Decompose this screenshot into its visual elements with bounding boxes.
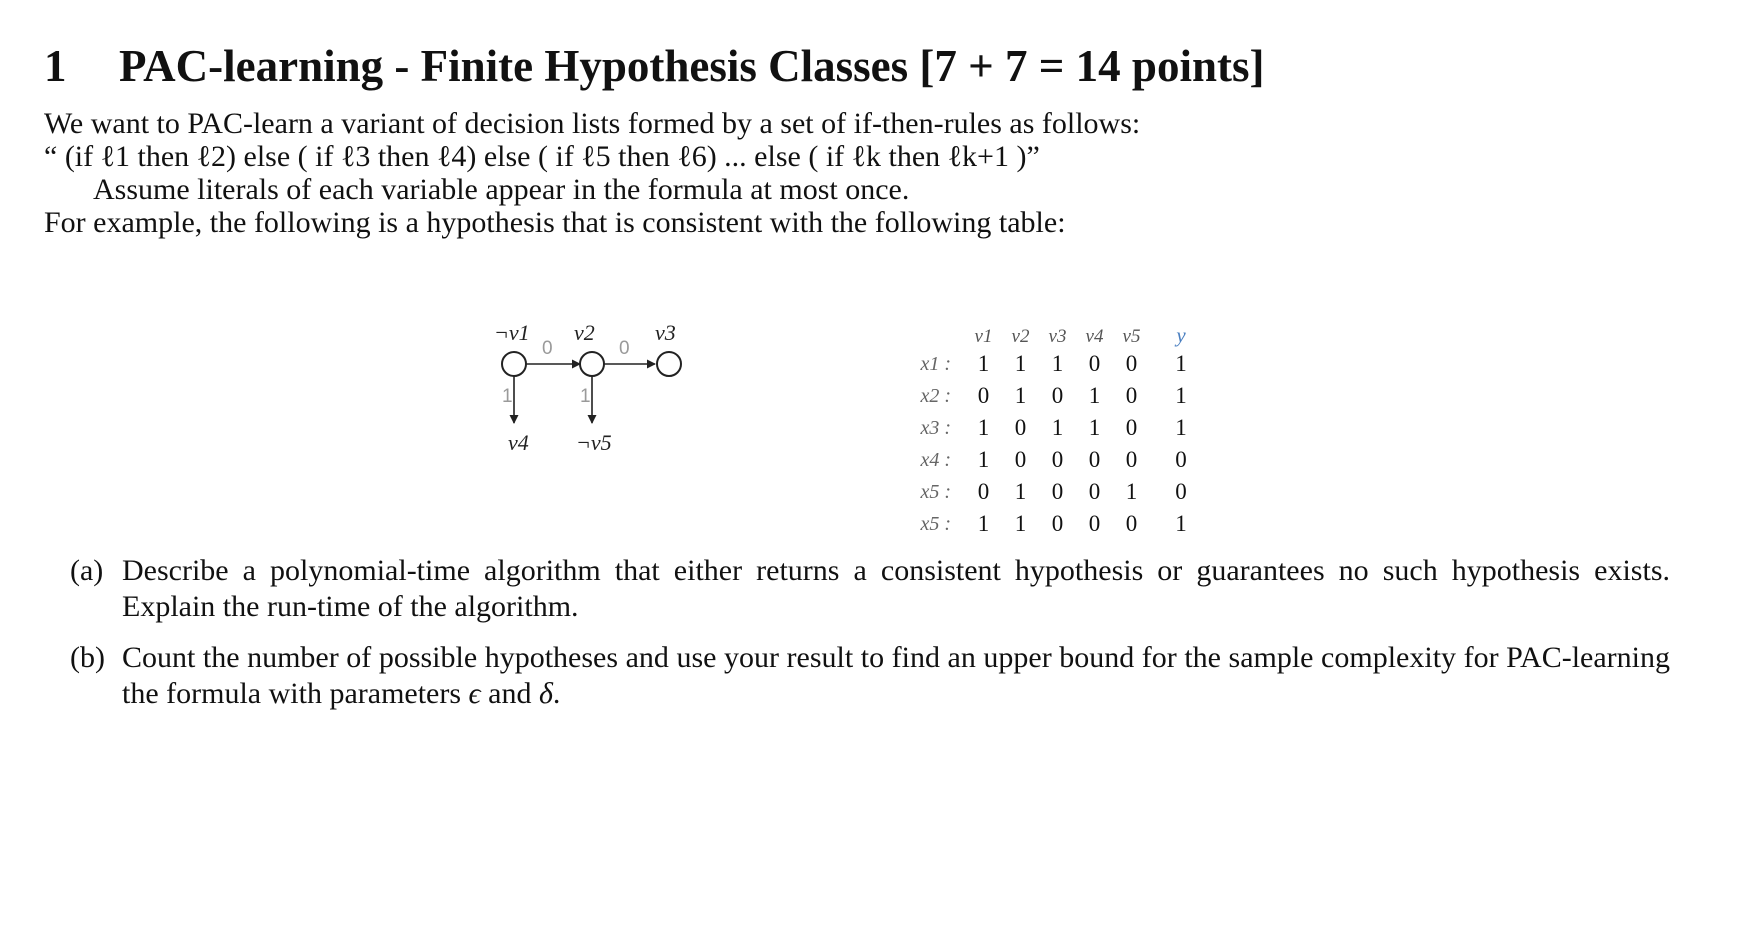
question-text-body: Count the number of possible hypotheses and use your result to find an upper bound for the sample complexity for PAC-learning the formula with parameters (122, 641, 1670, 710)
table-row (905, 412, 1196, 444)
column-header-y: y (1176, 323, 1186, 347)
table-cell: 1 (1014, 479, 1027, 504)
table-cell: 0 (1051, 447, 1064, 472)
row-label: x5 : (920, 512, 951, 535)
table-cell: 0 (1051, 511, 1064, 536)
table-cell: 0 (1125, 447, 1138, 472)
node-circle-v3 (657, 352, 681, 376)
label-cell: 1 (1175, 351, 1187, 376)
epsilon-symbol: ϵ (468, 677, 481, 710)
table-cell: 1 (977, 415, 990, 440)
else-edge-label-2: 0 (619, 338, 630, 359)
row-label: x5 : (920, 480, 951, 503)
table-cell: 0 (1051, 383, 1064, 408)
row-label: x2 : (920, 384, 951, 407)
label-cell: 1 (1175, 511, 1187, 536)
column-header: v1 (974, 326, 993, 347)
table-cell: 0 (1088, 479, 1101, 504)
table-cell: 0 (977, 383, 990, 408)
table-cell: 1 (1051, 415, 1064, 440)
label-cell: 0 (1175, 447, 1187, 472)
table-cell: 0 (1125, 383, 1138, 408)
example-table (905, 318, 1196, 540)
row-label: x1 : (920, 352, 951, 375)
table-cell: 1 (977, 351, 990, 376)
table-body (905, 348, 1196, 540)
table-cell: 1 (1088, 383, 1101, 408)
table-cell: 1 (977, 511, 990, 536)
example-line: For example, the following is a hypothesis that is consistent with the following table: (44, 206, 1066, 239)
node-circle-not-v1 (502, 352, 526, 376)
row-label: x3 : (920, 416, 951, 439)
row-label: x4 : (920, 448, 951, 471)
question-a (70, 553, 1670, 625)
column-header: v5 (1122, 326, 1141, 347)
table-row (905, 508, 1196, 540)
table-cell: 0 (1088, 511, 1101, 536)
column-header: v4 (1085, 326, 1104, 347)
table-cell: 1 (1014, 511, 1027, 536)
node-circle-v2 (580, 352, 604, 376)
section-number: 1 (44, 41, 67, 91)
section-heading (44, 40, 1264, 92)
table-cell: 1 (1088, 415, 1101, 440)
table-cell: 1 (1014, 383, 1027, 408)
intro-line: We want to PAC-learn a variant of decision lists formed by a set of if-then-rules as follows: (44, 107, 1141, 140)
then-edge-label-1: 1 (502, 386, 513, 407)
then-edge-label-2: 1 (580, 386, 591, 407)
table-row (905, 444, 1196, 476)
table-header-row (905, 318, 1196, 348)
table-cell: 0 (1088, 351, 1101, 376)
table-cell: 0 (1014, 447, 1027, 472)
table-cell: 0 (977, 479, 990, 504)
table-row (905, 476, 1196, 508)
table-cell: 0 (1014, 415, 1027, 440)
table-cell: 0 (1051, 479, 1064, 504)
else-edge-label-1: 0 (542, 338, 553, 359)
table-cell: 0 (1125, 511, 1138, 536)
column-header: v3 (1048, 326, 1067, 347)
rule-formula: “ (if ℓ1 then ℓ2) else ( if ℓ3 then ℓ4) else ( if ℓ5 then ℓ6) ... else ( if ℓk then ℓk+1 )” (44, 140, 1040, 173)
table-cell: 0 (1088, 447, 1101, 472)
column-header: v2 (1011, 326, 1030, 347)
question-b (70, 640, 1670, 712)
table-cell: 1 (977, 447, 990, 472)
question-text (122, 640, 1670, 712)
output-label-v4: v4 (508, 430, 529, 455)
label-cell: 1 (1175, 415, 1187, 440)
question-text: Describe a polynomial-time algorithm that either returns a consistent hypothesis or guarantees no such hypothesis exists. Explain the run-time of the algorithm. (122, 554, 1670, 623)
node-label-v3: v3 (655, 320, 676, 345)
and-word: and (488, 677, 532, 710)
section-title: PAC-learning - Finite Hypothesis Classes [7 + 7 = 14 points] (119, 41, 1265, 91)
table-row (905, 348, 1196, 380)
question-label: (a) (70, 554, 104, 587)
label-cell: 0 (1175, 479, 1187, 504)
decision-list-svg (480, 310, 720, 470)
table-cell: 1 (1014, 351, 1027, 376)
table-cell: 1 (1125, 479, 1138, 504)
delta-symbol: δ (538, 677, 553, 710)
period: . (552, 677, 561, 710)
assumption-line: Assume literals of each variable appear in the formula at most once. (93, 173, 910, 206)
table-cell: 1 (1051, 351, 1064, 376)
question-label: (b) (70, 641, 105, 674)
table-cell: 0 (1125, 415, 1138, 440)
label-cell: 1 (1175, 383, 1187, 408)
table-cell: 0 (1125, 351, 1138, 376)
table-row (905, 380, 1196, 412)
node-label-v2: v2 (574, 320, 595, 345)
node-label-not-v1: ¬v1 (494, 320, 530, 345)
output-label-not-v5: ¬v5 (576, 430, 612, 455)
